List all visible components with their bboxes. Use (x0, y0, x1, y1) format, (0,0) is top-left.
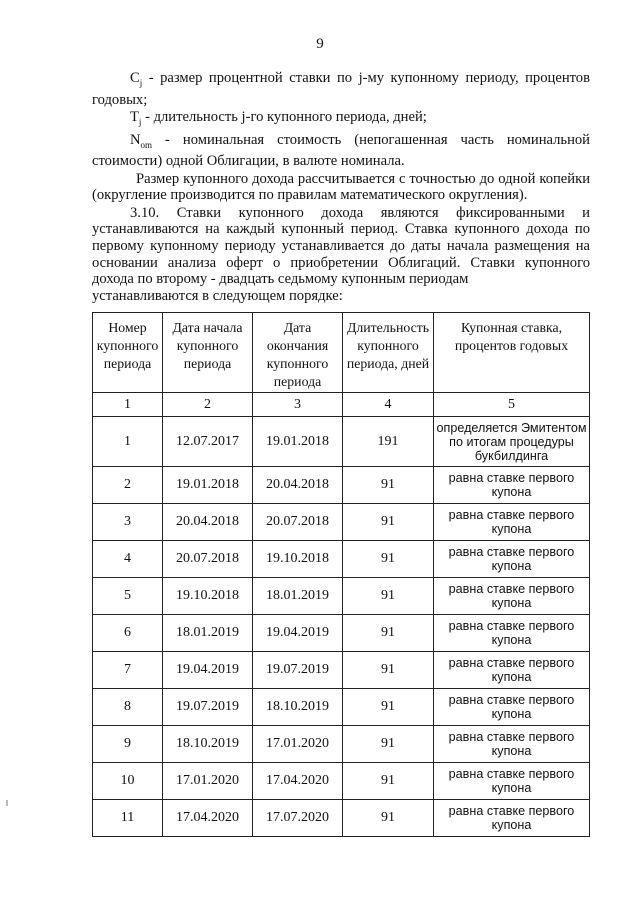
column-number-row (93, 393, 590, 417)
period-number-cell: 4 (93, 541, 163, 578)
coupon-rate-cell: равна ставке первого купона (434, 504, 590, 541)
table-header-row (93, 313, 590, 393)
duration-cell: 91 (343, 578, 434, 615)
period-number-cell: 1 (93, 417, 163, 467)
section-3-10-end: устанавливаются в следующем порядке: (92, 287, 343, 304)
period-number-cell: 5 (93, 578, 163, 615)
body-text (92, 70, 590, 304)
duration-cell: 91 (343, 726, 434, 763)
table-row (93, 578, 590, 615)
table-row (93, 504, 590, 541)
coupon-rate-cell: равна ставке первого купона (434, 800, 590, 837)
table-row (93, 800, 590, 837)
coupon-rate-cell: определяется Эмитентом по итогам процедуры букбилдинга (434, 417, 590, 467)
coupon-rate-cell: равна ставке первого купона (434, 541, 590, 578)
scan-mark (6, 800, 8, 806)
duration-cell: 91 (343, 689, 434, 726)
end-date-cell: 18.10.2019 (253, 689, 343, 726)
coupon-rate-cell: равна ставке первого купона (434, 726, 590, 763)
coupon-rate-cell: равна ставке первого купона (434, 652, 590, 689)
table-row (93, 652, 590, 689)
period-number-cell: 7 (93, 652, 163, 689)
coupon-rate-cell: равна ставке первого купона (434, 467, 590, 504)
column-number: 1 (93, 393, 163, 417)
end-date-cell: 17.04.2020 (253, 763, 343, 800)
table-row (93, 689, 590, 726)
table-row (93, 763, 590, 800)
start-date-cell: 20.04.2018 (163, 504, 253, 541)
header-coupon-rate: Купонная ставка, процентов годовых (434, 313, 590, 393)
period-number-cell: 10 (93, 763, 163, 800)
period-number-cell: 6 (93, 615, 163, 652)
period-number-cell: 2 (93, 467, 163, 504)
duration-cell: 91 (343, 504, 434, 541)
end-date-cell: 20.07.2018 (253, 504, 343, 541)
duration-cell: 91 (343, 615, 434, 652)
duration-cell: 91 (343, 467, 434, 504)
end-date-cell: 19.04.2019 (253, 615, 343, 652)
end-date-cell: 18.01.2019 (253, 578, 343, 615)
start-date-cell: 19.07.2019 (163, 689, 253, 726)
table-row (93, 615, 590, 652)
definition-n: $N_{om}$ - номинальная стоимость (непогашенная часть номинальной стоимости) одной Облигации, в валюте номинала. (92, 131, 590, 170)
start-date-cell: 18.01.2019 (163, 615, 253, 652)
table-row (93, 541, 590, 578)
end-date-cell: 17.01.2020 (253, 726, 343, 763)
start-date-cell: 19.04.2019 (163, 652, 253, 689)
header-period-number: Номер купонного периода (93, 313, 163, 393)
start-date-cell: 19.01.2018 (163, 467, 253, 504)
column-number: 5 (434, 393, 590, 417)
header-end-date: Дата окончания купонного периода (253, 313, 343, 393)
column-number: 4 (343, 393, 434, 417)
definition-c: $C_j$ - размер процентной ставки по j-му купонному периоду, процентов годовых; (92, 70, 590, 108)
coupon-rate-cell: равна ставке первого купона (434, 615, 590, 652)
column-number: 3 (253, 393, 343, 417)
start-date-cell: 19.10.2018 (163, 578, 253, 615)
period-number-cell: 3 (93, 504, 163, 541)
end-date-cell: 20.04.2018 (253, 467, 343, 504)
column-number: 2 (163, 393, 253, 417)
start-date-cell: 18.10.2019 (163, 726, 253, 763)
end-date-cell: 19.07.2019 (253, 652, 343, 689)
end-date-cell: 19.01.2018 (253, 417, 343, 467)
duration-cell: 91 (343, 763, 434, 800)
table-row (93, 417, 590, 467)
period-number-cell: 8 (93, 689, 163, 726)
header-duration: Длительность купонного периода, дней (343, 313, 434, 393)
duration-cell: 91 (343, 541, 434, 578)
duration-cell: 191 (343, 417, 434, 467)
coupon-rate-cell: равна ставке первого купона (434, 763, 590, 800)
coupon-rate-cell: равна ставке первого купона (434, 578, 590, 615)
definition-t: $T_j$ - длительность j-го купонного периода, дней; (130, 109, 427, 127)
period-number-cell: 11 (93, 800, 163, 837)
end-date-cell: 19.10.2018 (253, 541, 343, 578)
table-row (93, 467, 590, 504)
page-number: 9 (316, 36, 324, 52)
start-date-cell: 17.04.2020 (163, 800, 253, 837)
coupon-rate-cell: равна ставке первого купона (434, 689, 590, 726)
duration-cell: 91 (343, 652, 434, 689)
rounding-paragraph: Размер купонного дохода рассчитывается с точностью до одной копейки (округление производится по правилам математического округления). (92, 170, 590, 204)
table-row (93, 726, 590, 763)
period-number-cell: 9 (93, 726, 163, 763)
section-3-10: 3.10. Ставки купонного дохода являются фиксированными и устанавливаются на каждый купонный период. Ставка купонного дохода по первому купонному периоду устанавливается до даты начала размещения на основании анализа оферт о приобретении Облигаций. Ставки купонного дохода по второму - двадцать седьмому купонным периодам (92, 204, 590, 288)
header-start-date: Дата начала купонного периода (163, 313, 253, 393)
end-date-cell: 17.07.2020 (253, 800, 343, 837)
coupon-table (92, 312, 590, 837)
start-date-cell: 12.07.2017 (163, 417, 253, 467)
duration-cell: 91 (343, 800, 434, 837)
start-date-cell: 20.07.2018 (163, 541, 253, 578)
start-date-cell: 17.01.2020 (163, 763, 253, 800)
